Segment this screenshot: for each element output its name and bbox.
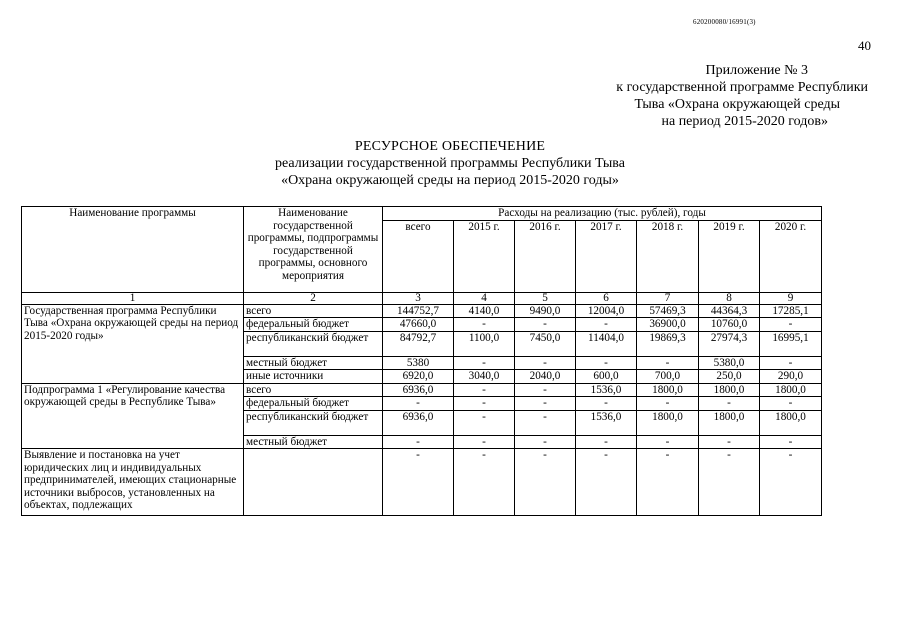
table-row bbox=[22, 304, 822, 318]
value-cell: - bbox=[637, 449, 699, 516]
value-cell: 16995,1 bbox=[760, 331, 822, 356]
column-number: 8 bbox=[699, 292, 760, 304]
value-cell: 1800,0 bbox=[637, 383, 699, 397]
value-cell: - bbox=[515, 435, 576, 449]
value-cell: 1800,0 bbox=[637, 410, 699, 435]
value-cell: 27974,3 bbox=[699, 331, 760, 356]
value-cell: 2040,0 bbox=[515, 370, 576, 384]
item-label: всего bbox=[244, 304, 383, 318]
value-cell: - bbox=[576, 318, 637, 332]
value-cell: 44364,3 bbox=[699, 304, 760, 318]
value-cell: 1100,0 bbox=[454, 331, 515, 356]
value-cell: 57469,3 bbox=[637, 304, 699, 318]
table-header-row bbox=[22, 207, 822, 221]
value-cell: - bbox=[699, 449, 760, 516]
value-cell: - bbox=[454, 383, 515, 397]
value-cell: 7450,0 bbox=[515, 331, 576, 356]
appendix-line: Тыва «Охрана окружающей среды bbox=[634, 97, 840, 112]
value-cell: 84792,7 bbox=[383, 331, 454, 356]
value-cell: - bbox=[637, 397, 699, 411]
column-number-row bbox=[22, 292, 822, 304]
item-label: всего bbox=[244, 383, 383, 397]
value-cell: 11404,0 bbox=[576, 331, 637, 356]
value-cell: 36900,0 bbox=[637, 318, 699, 332]
value-cell: - bbox=[637, 356, 699, 370]
value-cell: - bbox=[454, 318, 515, 332]
resource-table bbox=[21, 206, 822, 516]
value-cell: - bbox=[515, 383, 576, 397]
item-label: республиканский бюджет bbox=[244, 331, 383, 356]
column-number: 9 bbox=[760, 292, 822, 304]
header-year: 2016 г. bbox=[515, 220, 576, 292]
value-cell: - bbox=[383, 449, 454, 516]
value-cell: - bbox=[699, 435, 760, 449]
value-cell: 6936,0 bbox=[383, 410, 454, 435]
appendix-line: Приложение № 3 bbox=[705, 63, 808, 78]
value-cell: - bbox=[637, 435, 699, 449]
title-line: «Охрана окружающей среды на период 2015-2020 годы» bbox=[281, 173, 619, 188]
document-id: 620200080/16991(3) bbox=[693, 18, 756, 26]
page-number: 40 bbox=[858, 38, 871, 53]
value-cell: 6920,0 bbox=[383, 370, 454, 384]
value-cell: - bbox=[760, 397, 822, 411]
header-year: 2017 г. bbox=[576, 220, 637, 292]
value-cell: - bbox=[454, 356, 515, 370]
column-number: 6 bbox=[576, 292, 637, 304]
value-cell: 5380,0 bbox=[699, 356, 760, 370]
value-cell: 4140,0 bbox=[454, 304, 515, 318]
header-total: всего bbox=[383, 220, 454, 292]
value-cell: - bbox=[760, 435, 822, 449]
item-label: местный бюджет bbox=[244, 435, 383, 449]
value-cell: - bbox=[454, 410, 515, 435]
title-line: реализации государственной программы Республики Тыва bbox=[275, 156, 625, 171]
value-cell: 3040,0 bbox=[454, 370, 515, 384]
value-cell: 1800,0 bbox=[760, 383, 822, 397]
table-row bbox=[22, 383, 822, 397]
column-number: 4 bbox=[454, 292, 515, 304]
value-cell: 1800,0 bbox=[699, 410, 760, 435]
header-year: 2018 г. bbox=[637, 220, 699, 292]
header-program-name: Наименование программы bbox=[22, 207, 244, 293]
table-row bbox=[22, 449, 822, 516]
header-item-name: Наименование государственной программы, подпрограммы государственной программы, основного мероприятия bbox=[244, 207, 383, 293]
value-cell: - bbox=[760, 449, 822, 516]
value-cell: 1536,0 bbox=[576, 383, 637, 397]
value-cell: 17285,1 bbox=[760, 304, 822, 318]
value-cell: 47660,0 bbox=[383, 318, 454, 332]
document-title bbox=[250, 138, 650, 189]
value-cell: - bbox=[515, 356, 576, 370]
value-cell: - bbox=[576, 449, 637, 516]
value-cell: 12004,0 bbox=[576, 304, 637, 318]
value-cell: - bbox=[515, 410, 576, 435]
value-cell: - bbox=[699, 397, 760, 411]
value-cell: 1536,0 bbox=[576, 410, 637, 435]
title-line: РЕСУРСНОЕ ОБЕСПЕЧЕНИЕ bbox=[354, 139, 546, 154]
program-name-cell: Подпрограмма 1 «Регулирование качества окружающей среды в Республике Тыва» bbox=[22, 383, 244, 449]
value-cell: 700,0 bbox=[637, 370, 699, 384]
value-cell: 1800,0 bbox=[699, 383, 760, 397]
value-cell: - bbox=[454, 397, 515, 411]
value-cell: - bbox=[576, 356, 637, 370]
value-cell: 9490,0 bbox=[515, 304, 576, 318]
item-label: иные источники bbox=[244, 370, 383, 384]
value-cell: - bbox=[515, 318, 576, 332]
column-number: 3 bbox=[383, 292, 454, 304]
value-cell: - bbox=[454, 435, 515, 449]
appendix-note bbox=[578, 62, 868, 130]
value-cell: 5380 bbox=[383, 356, 454, 370]
value-cell: 290,0 bbox=[760, 370, 822, 384]
column-number: 7 bbox=[637, 292, 699, 304]
header-expenses: Расходы на реализацию (тыс. рублей), годы bbox=[383, 207, 822, 221]
header-year: 2020 г. bbox=[760, 220, 822, 292]
header-year: 2019 г. bbox=[699, 220, 760, 292]
column-number: 5 bbox=[515, 292, 576, 304]
column-number: 2 bbox=[244, 292, 383, 304]
item-label bbox=[244, 449, 383, 516]
column-number: 1 bbox=[22, 292, 244, 304]
item-label: федеральный бюджет bbox=[244, 318, 383, 332]
value-cell: - bbox=[515, 449, 576, 516]
value-cell: 19869,3 bbox=[637, 331, 699, 356]
value-cell: - bbox=[576, 435, 637, 449]
item-label: республиканский бюджет bbox=[244, 410, 383, 435]
resource-table-wrapper bbox=[21, 206, 822, 516]
value-cell: 600,0 bbox=[576, 370, 637, 384]
value-cell: - bbox=[454, 449, 515, 516]
program-name-cell: Выявление и постановка на учет юридических лиц и индивидуальных предпринимателей, имеющих стационарные источники выбросов, установленных на объектах, подлежащих bbox=[22, 449, 244, 516]
program-name-cell: Государственная программа Республики Тыва «Охрана окружающей среды на период 2015-2020 годы» bbox=[22, 304, 244, 383]
value-cell: 10760,0 bbox=[699, 318, 760, 332]
appendix-line: на период 2015-2020 годов» bbox=[661, 114, 828, 129]
value-cell: - bbox=[383, 397, 454, 411]
value-cell: 250,0 bbox=[699, 370, 760, 384]
value-cell: 6936,0 bbox=[383, 383, 454, 397]
value-cell: - bbox=[760, 318, 822, 332]
value-cell: - bbox=[515, 397, 576, 411]
value-cell: - bbox=[760, 356, 822, 370]
value-cell: - bbox=[383, 435, 454, 449]
header-year: 2015 г. bbox=[454, 220, 515, 292]
value-cell: - bbox=[576, 397, 637, 411]
value-cell: 144752,7 bbox=[383, 304, 454, 318]
item-label: местный бюджет bbox=[244, 356, 383, 370]
appendix-line: к государственной программе Республики bbox=[616, 80, 868, 95]
value-cell: 1800,0 bbox=[760, 410, 822, 435]
item-label: федеральный бюджет bbox=[244, 397, 383, 411]
